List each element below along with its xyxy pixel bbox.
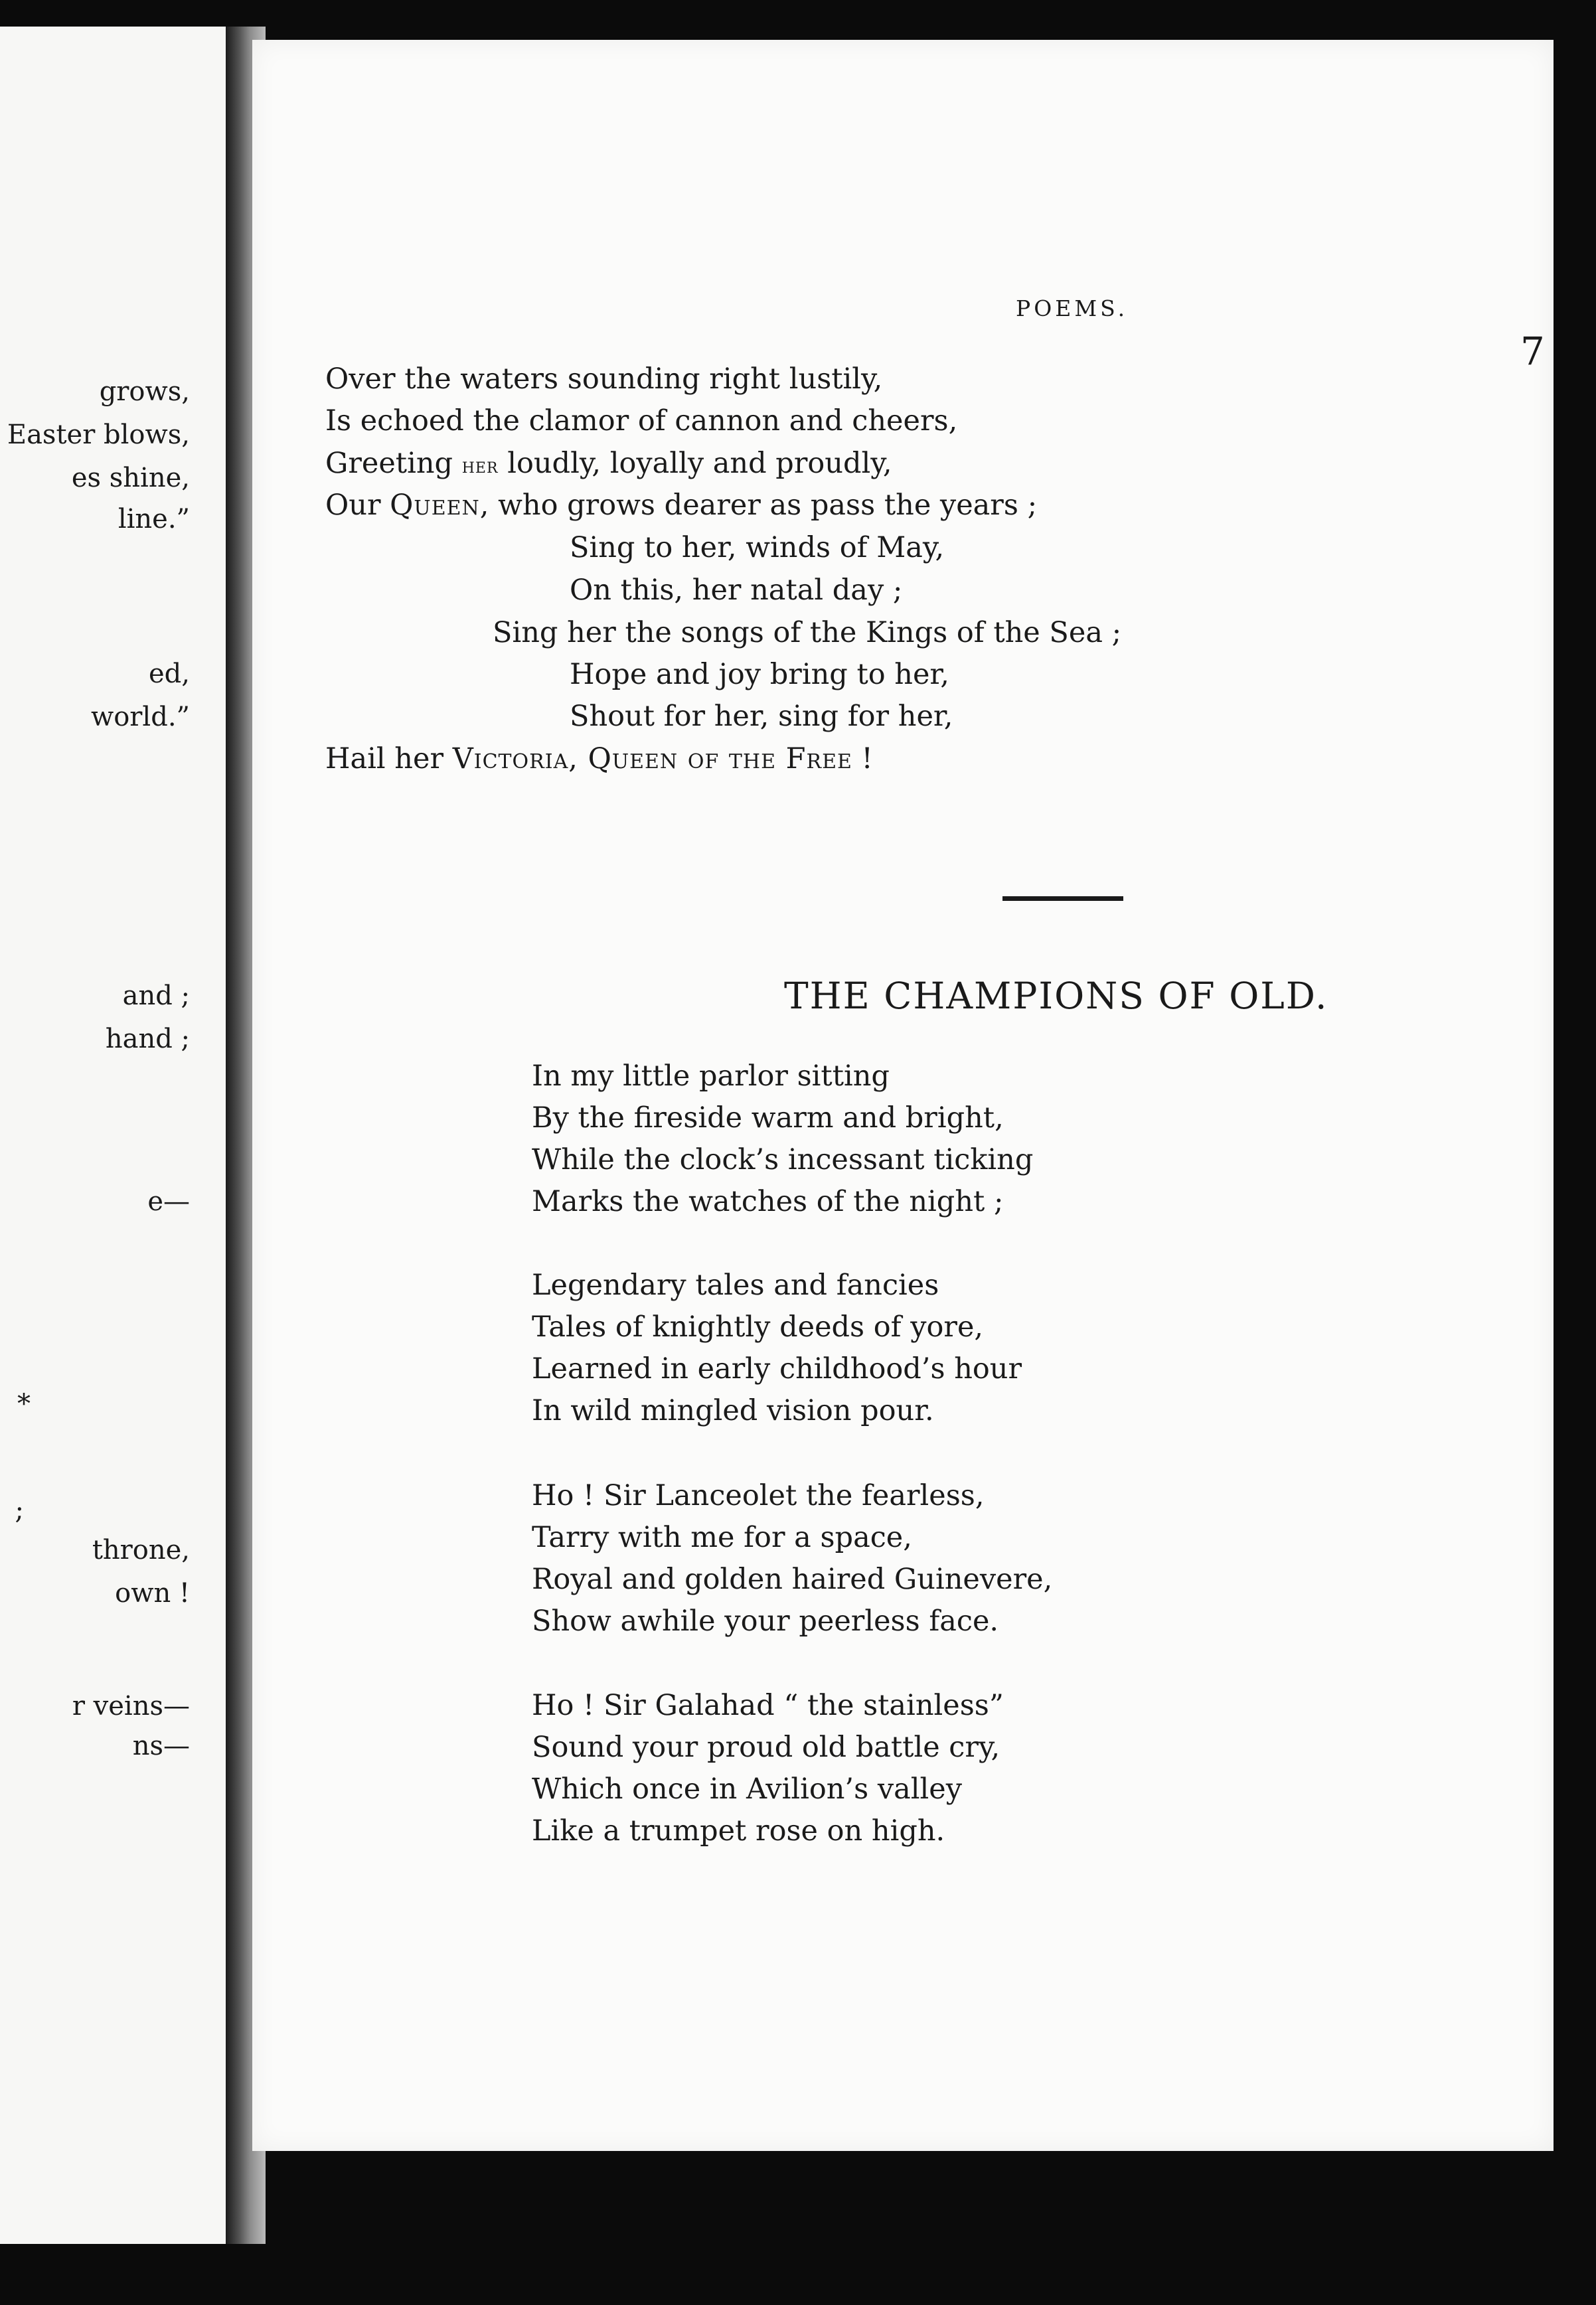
verse-text: loudly, loyally and proudly, <box>498 447 892 480</box>
page-number: 7 <box>1520 329 1545 374</box>
section-divider <box>1002 896 1123 901</box>
verse-line: Sing her the songs of the Kings of the Sea ; <box>493 616 1122 649</box>
left-text-fragment: hand ; <box>105 1024 190 1054</box>
small-caps-phrase: Victoria, Queen of the Free <box>452 742 852 775</box>
verse-line: On this, her natal day ; <box>570 574 903 607</box>
left-text-fragment: world.” <box>90 702 190 732</box>
verse-line: Like a trumpet rose on high. <box>532 1814 945 1848</box>
verse-line: Ho ! Sir Lanceolet the fearless, <box>532 1479 985 1512</box>
verse-text: Hail her <box>325 742 453 775</box>
verse-line: Ho ! Sir Galahad “ the stainless” <box>532 1689 1004 1722</box>
verse-line: Legendary tales and fancies <box>532 1269 939 1302</box>
left-text-fragment: grows, <box>99 376 190 407</box>
verse-line: Which once in Avilion’s valley <box>532 1773 963 1806</box>
left-text-fragment: and ; <box>122 981 190 1011</box>
verse-text: ! <box>852 742 873 775</box>
left-text-fragment: ns— <box>132 1731 190 1761</box>
verse-line: Hope and joy bring to her, <box>570 658 949 691</box>
verse-line: In wild mingled vision pour. <box>532 1394 934 1427</box>
book-page <box>252 40 1554 2151</box>
verse-line <box>325 449 892 478</box>
verse-text: Our <box>325 489 390 522</box>
verse-line: By the fireside warm and bright, <box>532 1101 1004 1135</box>
left-text-fragment: * <box>17 1389 31 1419</box>
verse-line: Tales of knightly deeds of yore, <box>532 1311 984 1344</box>
poem-title: THE CHAMPIONS OF OLD. <box>784 975 1328 1017</box>
running-head: POEMS. <box>1016 295 1129 321</box>
left-text-fragment: ed, <box>149 659 190 689</box>
verse-line: Learned in early childhood’s hour <box>532 1352 1022 1386</box>
left-text-fragment: e— <box>147 1186 190 1217</box>
verse-text: Greeting <box>325 447 462 480</box>
left-text-fragment: r veins— <box>72 1691 190 1721</box>
verse-line <box>325 491 1037 520</box>
verse-line: Is echoed the clamor of cannon and cheers, <box>325 404 958 437</box>
verse-line: While the clock’s incessant ticking <box>532 1143 1034 1176</box>
left-text-fragment: own ! <box>115 1578 190 1609</box>
verse-line: In my little parlor sitting <box>532 1060 890 1093</box>
verse-line: Sing to her, winds of May, <box>570 531 945 564</box>
left-text-fragment: ; <box>15 1495 24 1526</box>
left-facing-page <box>0 27 239 2244</box>
verse-line: Over the waters sounding right lustily, <box>325 362 883 396</box>
left-text-fragment: line.” <box>118 504 190 534</box>
verse-line: Sound your proud old battle cry, <box>532 1731 1000 1764</box>
left-text-fragment: Easter blows, <box>7 420 190 450</box>
verse-line: Show awhile your peerless face. <box>532 1605 999 1638</box>
small-caps-word: Queen <box>390 489 480 522</box>
verse-line: Shout for her, sing for her, <box>570 700 953 733</box>
verse-line: Royal and golden haired Guinevere, <box>532 1563 1053 1596</box>
verse-text: , who grows dearer as pass the years ; <box>479 489 1038 522</box>
verse-line: Marks the watches of the night ; <box>532 1185 1004 1218</box>
small-caps-word: her <box>461 453 499 478</box>
verse-line <box>325 742 873 775</box>
scan-border <box>0 2244 1596 2305</box>
verse-line: Tarry with me for a space, <box>532 1521 912 1554</box>
left-text-fragment: throne, <box>92 1535 190 1565</box>
left-text-fragment: es shine, <box>71 463 190 493</box>
